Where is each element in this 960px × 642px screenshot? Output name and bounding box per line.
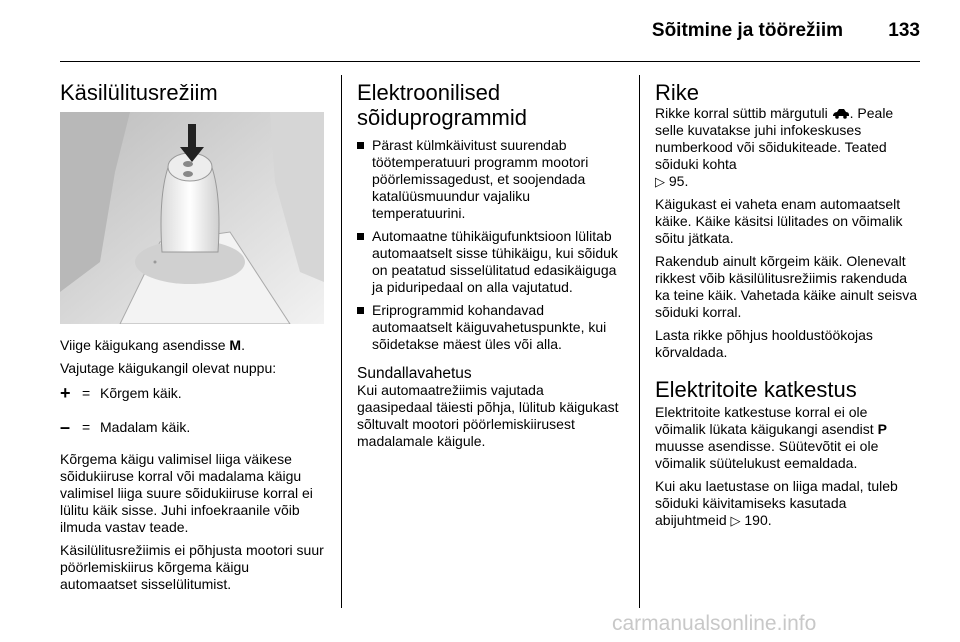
- page-number: 133: [888, 20, 920, 41]
- list-item: Automaatne tühikäigufunktsioon lülitab automaatselt sisse tühikäigu, kui sõiduk on peatatud sisselülitatud edasikäiguga ja piduripedaal on alla vajutatud.: [357, 228, 623, 296]
- section-heading-fault: Rike: [655, 80, 700, 105]
- paragraph-press-button: Vajutage käigukangil olevat nuppu:: [60, 360, 277, 376]
- text: .: [241, 337, 245, 353]
- text: Rikke korral süttib märgutuli: [655, 105, 832, 121]
- page-ref-icon: ▷: [730, 513, 741, 528]
- minus-icon: –: [60, 417, 71, 437]
- paragraph-no-auto-shift: Käigukast ei vaheta enam automaatselt käike. Käike käsitsi lülitades on võimalik sõitu jätkata.: [655, 196, 903, 246]
- header-title: Sõitmine ja töörežiim: [651, 20, 843, 41]
- text: . Peale selle kuvatakse juhi infokeskuses numberkood või sõidukiteade. Teated sõiduki kohta: [655, 105, 894, 172]
- program-list: [357, 137, 623, 353]
- gear-lever-illustration: [60, 112, 324, 324]
- text: Elektritoite katkestuse korral ei ole võimalik lükata käigukangi asendist: [655, 404, 878, 437]
- heading-line: sõiduprogrammid: [357, 105, 527, 130]
- subheading-kickdown: Sundallavahetus: [357, 365, 472, 382]
- downshift-text: Madalam käik.: [100, 419, 191, 435]
- car-warning-icon: [832, 108, 850, 119]
- heading-line: Elektroonilised: [357, 80, 501, 105]
- equals-sign: =: [82, 419, 91, 435]
- column-electronic-programs: [357, 62, 623, 450]
- section-heading-power-interruption: Elektritoite katkestus: [655, 377, 857, 402]
- upshift-text: Kõrgem käik.: [100, 385, 182, 401]
- text: muusse asendisse. Süütevõtit ei ole võimalik süütelukust eemaldada.: [655, 438, 879, 471]
- position-p: P: [877, 421, 887, 437]
- column-divider-2: [639, 75, 640, 608]
- list-item: Pärast külmkäivitust suurendab töötemperatuuri programm mootori pöörlemissagedust, et soojendada katalüüsmuundur vajaliku temperatuurini.: [357, 137, 623, 222]
- row-upshift: [60, 385, 326, 402]
- plus-icon: +: [60, 383, 71, 403]
- page-ref: 190.: [744, 512, 772, 528]
- list-item: Eriprogrammid kohandavad automaatselt käiguvahetuspunkte, kui sõidetakse mäest üles või alla.: [357, 302, 623, 353]
- column-fault: [655, 62, 921, 529]
- watermark: carmanualsonline.info: [612, 612, 817, 635]
- paragraph-power-interruption: [655, 404, 921, 472]
- paragraph-jump-start: [655, 478, 921, 529]
- page-ref: 95.: [668, 173, 689, 189]
- section-heading-manual-mode: Käsilülitusrežiim: [60, 80, 218, 105]
- column-divider-1: [341, 75, 342, 608]
- paragraph-repair: Lasta rikke põhjus hooldustöökojas kõrvaldada.: [655, 327, 873, 360]
- gear-lever-icon: [60, 112, 324, 324]
- position-m: M: [229, 337, 242, 353]
- paragraph-highest-gear: Rakendub ainult kõrgeim käik. Olenevalt rikkest võib käsilülitusrežiimis rakenduda ka teine käik. Vahetada käike ainult seisva sõiduki korral.: [655, 253, 918, 320]
- paragraph-fault-light: [655, 105, 921, 190]
- column-manual-mode-text: [60, 337, 326, 593]
- row-downshift: [60, 419, 326, 436]
- column-manual-mode: [60, 62, 326, 105]
- text: Viige käigukang asendisse: [60, 337, 230, 353]
- equals-sign: =: [82, 385, 91, 401]
- page-header: [60, 0, 920, 62]
- paragraph-kickdown: Kui automaatrežiimis vajutada gaasipedaal täiesti põhja, lülitub käigukast sõltuvalt mootori pöörlemiskiirusest madalamale käigule.: [357, 382, 619, 449]
- paragraph-gear-limits: Kõrgema käigu valimisel liiga väikese sõidukiiruse korral või madalama käigu valimisel liiga suure sõidukiiruse korral ei lülitu käik sisse. Juhi infoekraanile võib ilmuda vastav teade.: [60, 451, 313, 535]
- paragraph-move-lever: [60, 337, 326, 354]
- page-ref-icon: ▷: [655, 174, 665, 189]
- section-heading-electronic-programs: [357, 80, 623, 130]
- text: Kui aku laetustase on liiga madal, tuleb sõiduki käivitamiseks kasutada abijuhtmeid: [655, 478, 898, 528]
- paragraph-no-auto-upshift: Käsilülitusrežiimis ei põhjusta mootori suur pöörlemiskiirus kõrgema käigu automaatset sisselülitumist.: [60, 542, 324, 592]
